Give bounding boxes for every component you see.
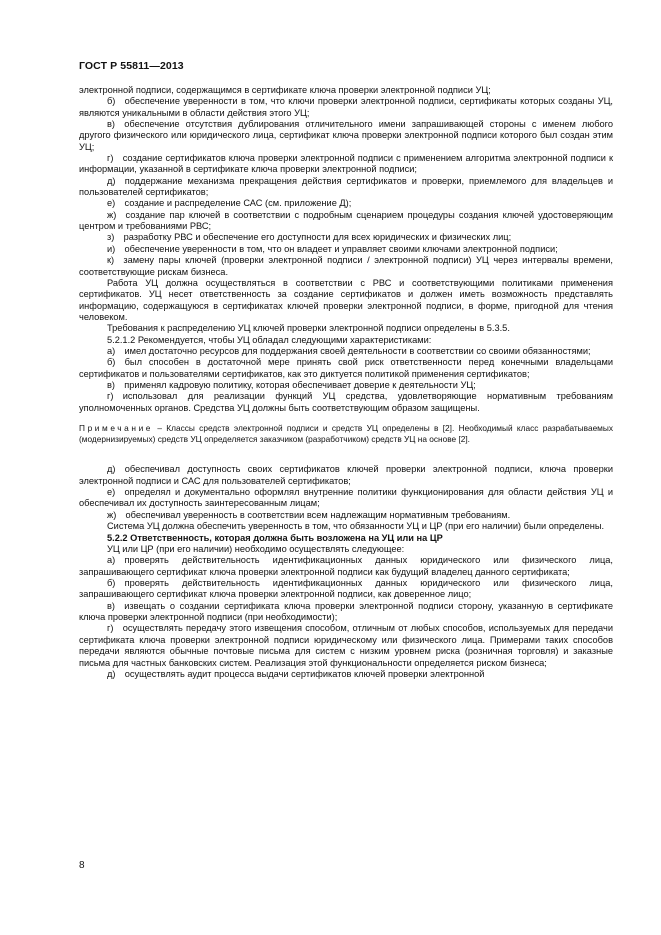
paragraph-r05: г) осуществлять передачу этого извещения способом, отличным от любых способов, используемых для передачи сертификата ключа проверки электронной подписи юридическому или физического лица. Примерами таких способов передачи являются обычные почтовые письма для систем с низким уровнем риска (розничная торговля) и заказные письма для частных банковских систем. Реализация этой функциональности определяется риском бизнеса;	[79, 623, 613, 668]
document-body	[79, 85, 613, 680]
paragraph-q01: д) обеспечивал доступность своих сертификатов ключей проверки электронной подписи, ключа проверки электронной подписи и САС для пользователей сертификатов;	[79, 464, 613, 486]
paragraph-p13: 5.2.1.2 Рекомендуется, чтобы УЦ обладал следующими характеристиками:	[107, 334, 432, 345]
section-heading: 5.2.2 Ответственность, которая должна быть возложена на УЦ или на ЦР	[107, 532, 443, 543]
page-number: 8	[79, 860, 85, 871]
paragraph-p10: к) замену пары ключей (проверки электронной подписи / электронной подписи) УЦ через интервалы времени, соответствующие рискам бизнеса.	[79, 255, 613, 277]
paragraph-group-1	[79, 85, 613, 414]
paragraph-q04: Система УЦ должна обеспечить уверенность в том, что обязанности УЦ и ЦР (при его наличии) были определены.	[107, 520, 605, 531]
document-header: ГОСТ Р 55811—2013	[79, 60, 184, 72]
paragraph-p08: з) разработку РВС и обеспечение его доступности для всех юридических и физических лиц;	[107, 232, 512, 243]
paragraph-p15: б) был способен в достаточной мере принять свой риск ответственности перед конечными владельцами сертификатов и пользователями сертификатов, как это диктуется политикой применения сертификатов;	[79, 357, 613, 379]
paragraph-p04: г) создание сертификатов ключа проверки электронной подписи с применением алгоритма электронной подписи к информации, указанной в сертификате ключа проверки электронной подписи;	[79, 153, 613, 175]
paragraph-p12: Требования к распределению УЦ ключей проверки электронной подписи определены в 5.3.5.	[107, 323, 510, 334]
paragraph-p07: ж) создание пар ключей в соответствии с подробным сценарием процедуры создания ключей удостоверяющим центром и требованиями РВС;	[79, 209, 613, 232]
paragraph-p11: Работа УЦ должна осуществляться в соответствии с РВС и соответствующими политиками применения сертификатов. УЦ несет ответственность за создание сертификатов и должен иметь возможность представлять информацию, содержащуюся в сертификатах ключей проверки электронной подписи, в форме, пригодной для чтения человеком.	[79, 277, 613, 322]
paragraph-group-2	[79, 464, 613, 532]
paragraph-r06: д) осуществлять аудит процесса выдачи сертификатов ключей проверки электронной	[107, 668, 485, 679]
paragraph-r01: УЦ или ЦР (при его наличии) необходимо осуществлять следующее:	[107, 544, 405, 555]
paragraph-r04: в) извещать о создании сертификата ключа проверки электронной подписи сторону, указанную в сертификате ключа проверки электронной подписи (при необходимости);	[79, 600, 613, 623]
paragraph-r03: б) проверять действительность идентификационных данных юридического или физического лица, запрашивающего сертификат ключа проверки электронной подписи, как доверенное лицо;	[79, 578, 613, 600]
paragraph-p02: б) обеспечение уверенности в том, что ключи проверки электронной подписи, сертификаты которых созданы УЦ, являются уникальными в области действия этого УЦ;	[79, 96, 613, 118]
paragraph-q03: ж) обеспечивал уверенность в соответствии всем надлежащим нормативным требованиям.	[107, 509, 511, 520]
paragraph-q02: е) определял и документально оформлял внутренние политики функционирования для области действия УЦ и обеспечивал их доступность заинтересованным лицам;	[79, 486, 613, 509]
note-text: – Классы средств электронной подписи и средств УЦ определены в [2]. Необходимый класс разрабатываемых (модернизируемых) средств УЦ определяется заказчиком (разработчиком) средств УЦ на основе [2].	[79, 422, 613, 444]
paragraph-p05: д) поддержание механизма прекращения действия сертификатов и проверки, приемлемого для владельцев и пользователей сертификатов;	[79, 175, 613, 198]
paragraph-p16: в) применял кадровую политику, которая обеспечивает доверие к деятельности УЦ;	[107, 379, 476, 390]
note-paragraph	[79, 423, 613, 444]
note-label: Примечание	[79, 422, 154, 433]
paragraph-group-3	[79, 544, 613, 680]
paragraph-p14: а) имел достаточно ресурсов для поддержания своей деятельности в соответствии со своими обязанностями;	[107, 345, 591, 356]
paragraph-p03: в) обеспечение отсутствия дублирования отличительного имени запрашивающей стороны с именем любого другого физического или юридического лица, сертификат ключа проверки электронной подписи которого был создан этим УЦ;	[79, 119, 613, 152]
paragraph-p09: и) обеспечение уверенности в том, что он владеет и управляет своими ключами электронной подписи;	[107, 243, 558, 254]
paragraph-p01: электронной подписи, содержащимся в сертификате ключа проверки электронной подписи УЦ;	[79, 85, 491, 95]
paragraph-p17: г) использовал для реализации функций УЦ средства, удовлетворяющие нормативным требованиям уполномоченных органов. Средства УЦ должны быть соответствующим образом защищены.	[79, 391, 613, 413]
paragraph-r02: а) проверять действительность идентификационных данных юридического или физического лица, запрашивающего сертификат ключа проверки электронной подписи как будущий владелец данного сертификата;	[79, 555, 613, 577]
paragraph-p06: е) создание и распределение САС (см. приложение Д);	[107, 198, 352, 209]
